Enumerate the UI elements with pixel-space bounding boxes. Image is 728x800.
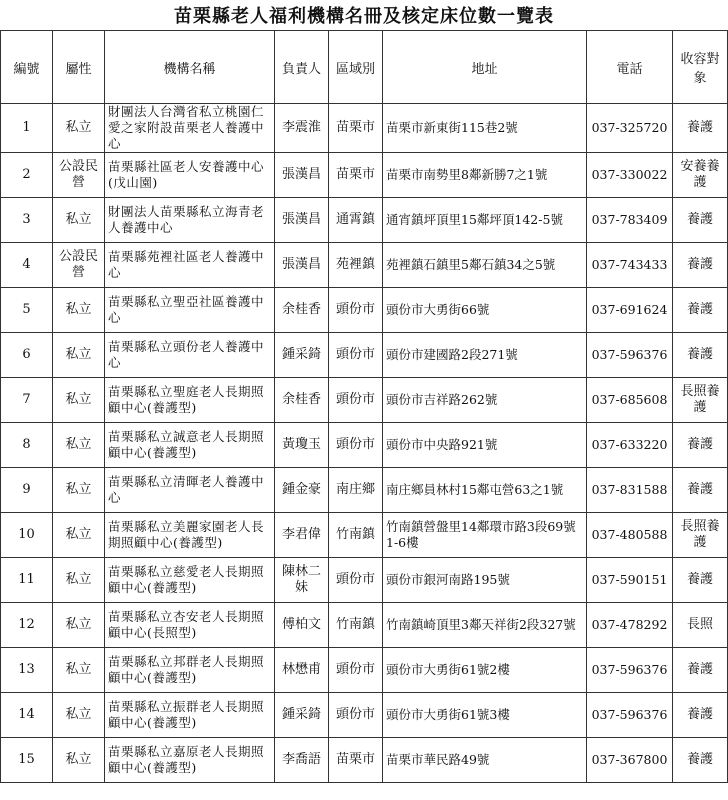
cell-address: 竹南鎮營盤里14鄰環市路3段69號1-6樓 [383, 513, 587, 558]
cell-type: 私立 [53, 558, 105, 603]
cell-no: 13 [1, 648, 53, 693]
cell-area: 竹南鎮 [329, 603, 383, 648]
cell-institution-name: 苗栗縣私立杏安老人長期照顧中心(長照型) [105, 603, 275, 648]
table-header-row [1, 31, 728, 104]
table-row [1, 693, 728, 738]
cell-target: 養護 [673, 423, 728, 468]
cell-no: 12 [1, 603, 53, 648]
cell-target: 長照 [673, 603, 728, 648]
cell-person-in-charge: 余桂香 [275, 288, 329, 333]
header-no: 編號 [1, 31, 53, 104]
cell-address: 頭份市中央路921號 [383, 423, 587, 468]
cell-person-in-charge: 傅柏文 [275, 603, 329, 648]
cell-area: 頭份市 [329, 288, 383, 333]
table-row [1, 423, 728, 468]
cell-phone: 037-596376 [587, 648, 673, 693]
cell-target: 長照養護 [673, 378, 728, 423]
cell-target: 安養養護 [673, 153, 728, 198]
header-address: 地址 [383, 31, 587, 104]
cell-phone: 037-743433 [587, 243, 673, 288]
header-target: 收容對象 [673, 31, 728, 104]
table-row [1, 153, 728, 198]
cell-target: 養護 [673, 693, 728, 738]
cell-area: 頭份市 [329, 648, 383, 693]
cell-no: 14 [1, 693, 53, 738]
cell-institution-name: 苗栗縣私立邦群老人長期照顧中心(養護型) [105, 648, 275, 693]
cell-address: 南庄鄉員林村15鄰屯營63之1號 [383, 468, 587, 513]
cell-institution-name: 苗栗縣社區老人安養護中心(戊山園) [105, 153, 275, 198]
cell-area: 苗栗市 [329, 104, 383, 153]
cell-target: 養護 [673, 648, 728, 693]
header-area: 區域別 [329, 31, 383, 104]
cell-address: 苗栗市華民路49號 [383, 738, 587, 783]
cell-area: 苗栗市 [329, 738, 383, 783]
cell-target: 養護 [673, 243, 728, 288]
cell-target: 養護 [673, 738, 728, 783]
cell-institution-name: 財團法人苗栗縣私立海青老人養護中心 [105, 198, 275, 243]
cell-address: 頭份市大勇街61號2樓 [383, 648, 587, 693]
cell-no: 1 [1, 104, 53, 153]
header-name: 機構名稱 [105, 31, 275, 104]
cell-phone: 037-325720 [587, 104, 673, 153]
cell-area: 苑裡鎮 [329, 243, 383, 288]
cell-type: 私立 [53, 693, 105, 738]
cell-target: 養護 [673, 468, 728, 513]
cell-phone: 037-596376 [587, 333, 673, 378]
institution-table [0, 30, 728, 783]
table-row [1, 198, 728, 243]
cell-person-in-charge: 張漢昌 [275, 153, 329, 198]
cell-phone: 037-831588 [587, 468, 673, 513]
cell-type: 公設民營 [53, 153, 105, 198]
cell-person-in-charge: 鍾采錡 [275, 693, 329, 738]
cell-type: 私立 [53, 648, 105, 693]
cell-address: 頭份市大勇街66號 [383, 288, 587, 333]
cell-no: 3 [1, 198, 53, 243]
cell-address: 竹南鎮崎頂里3鄰天祥街2段327號 [383, 603, 587, 648]
cell-address: 頭份市建國路2段271號 [383, 333, 587, 378]
cell-institution-name: 苗栗縣私立聖庭老人長期照顧中心(養護型) [105, 378, 275, 423]
table-row [1, 288, 728, 333]
cell-phone: 037-478292 [587, 603, 673, 648]
cell-phone: 037-330022 [587, 153, 673, 198]
header-person: 負責人 [275, 31, 329, 104]
cell-type: 私立 [53, 198, 105, 243]
cell-no: 15 [1, 738, 53, 783]
cell-type: 私立 [53, 378, 105, 423]
cell-institution-name: 財團法人台灣省私立桃園仁愛之家附設苗栗老人養護中心 [105, 104, 275, 153]
cell-no: 2 [1, 153, 53, 198]
cell-person-in-charge: 張漢昌 [275, 198, 329, 243]
cell-institution-name: 苗栗縣私立誠意老人長期照顧中心(養護型) [105, 423, 275, 468]
cell-area: 頭份市 [329, 423, 383, 468]
header-type: 屬性 [53, 31, 105, 104]
cell-no: 8 [1, 423, 53, 468]
cell-phone: 037-590151 [587, 558, 673, 603]
cell-person-in-charge: 李君偉 [275, 513, 329, 558]
cell-type: 私立 [53, 603, 105, 648]
cell-address: 通宵鎮坪頂里15鄰坪頂142-5號 [383, 198, 587, 243]
table-row [1, 333, 728, 378]
cell-type: 私立 [53, 104, 105, 153]
cell-type: 公設民營 [53, 243, 105, 288]
cell-no: 6 [1, 333, 53, 378]
cell-institution-name: 苗栗縣私立清暉老人養護中心 [105, 468, 275, 513]
cell-phone: 037-480588 [587, 513, 673, 558]
cell-address: 頭份市大勇街61號3樓 [383, 693, 587, 738]
cell-area: 通霄鎮 [329, 198, 383, 243]
cell-target: 養護 [673, 558, 728, 603]
cell-area: 頭份市 [329, 693, 383, 738]
cell-type: 私立 [53, 513, 105, 558]
cell-person-in-charge: 鍾金豪 [275, 468, 329, 513]
cell-target: 長照養護 [673, 513, 728, 558]
cell-person-in-charge: 張漢昌 [275, 243, 329, 288]
cell-no: 7 [1, 378, 53, 423]
cell-target: 養護 [673, 288, 728, 333]
cell-address: 頭份市吉祥路262號 [383, 378, 587, 423]
cell-person-in-charge: 李喬語 [275, 738, 329, 783]
table-row [1, 558, 728, 603]
cell-address: 苑裡鎮石鎮里5鄰石鎮34之5號 [383, 243, 587, 288]
cell-person-in-charge: 林懋甫 [275, 648, 329, 693]
cell-no: 11 [1, 558, 53, 603]
cell-type: 私立 [53, 423, 105, 468]
cell-institution-name: 苗栗縣苑裡社區老人養護中心 [105, 243, 275, 288]
cell-institution-name: 苗栗縣私立振群老人長期照顧中心(養護型) [105, 693, 275, 738]
cell-no: 4 [1, 243, 53, 288]
cell-area: 頭份市 [329, 558, 383, 603]
table-row [1, 243, 728, 288]
cell-no: 5 [1, 288, 53, 333]
cell-institution-name: 苗栗縣私立美麗家園老人長期照顧中心(養護型) [105, 513, 275, 558]
cell-area: 竹南鎮 [329, 513, 383, 558]
header-phone: 電話 [587, 31, 673, 104]
cell-person-in-charge: 余桂香 [275, 378, 329, 423]
cell-type: 私立 [53, 333, 105, 378]
table-row [1, 104, 728, 153]
cell-area: 南庄鄉 [329, 468, 383, 513]
cell-target: 養護 [673, 104, 728, 153]
cell-address: 苗栗市新東街115巷2號 [383, 104, 587, 153]
table-row [1, 738, 728, 783]
cell-institution-name: 苗栗縣私立聖亞社區養護中心 [105, 288, 275, 333]
cell-phone: 037-685608 [587, 378, 673, 423]
cell-person-in-charge: 陳林二妹 [275, 558, 329, 603]
cell-institution-name: 苗栗縣私立慈愛老人長期照顧中心(養護型) [105, 558, 275, 603]
cell-no: 10 [1, 513, 53, 558]
cell-person-in-charge: 黃瓊玉 [275, 423, 329, 468]
cell-phone: 037-691624 [587, 288, 673, 333]
cell-phone: 037-367800 [587, 738, 673, 783]
cell-type: 私立 [53, 738, 105, 783]
cell-type: 私立 [53, 468, 105, 513]
cell-no: 9 [1, 468, 53, 513]
cell-area: 頭份市 [329, 333, 383, 378]
document-title: 苗栗縣老人福利機構名冊及核定床位數一覽表 [174, 6, 554, 27]
table-body [1, 104, 728, 783]
table-row [1, 468, 728, 513]
table-row [1, 603, 728, 648]
cell-phone: 037-633220 [587, 423, 673, 468]
cell-person-in-charge: 李震淮 [275, 104, 329, 153]
cell-area: 苗栗市 [329, 153, 383, 198]
cell-phone: 037-596376 [587, 693, 673, 738]
cell-person-in-charge: 鍾采錡 [275, 333, 329, 378]
cell-address: 苗栗市南勢里8鄰新勝7之1號 [383, 153, 587, 198]
cell-address: 頭份市銀河南路195號 [383, 558, 587, 603]
table-row [1, 513, 728, 558]
cell-area: 頭份市 [329, 378, 383, 423]
cell-type: 私立 [53, 288, 105, 333]
table-row [1, 648, 728, 693]
cell-institution-name: 苗栗縣私立頭份老人養護中心 [105, 333, 275, 378]
cell-phone: 037-783409 [587, 198, 673, 243]
cell-target: 養護 [673, 333, 728, 378]
cell-institution-name: 苗栗縣私立嘉原老人長期照顧中心(養護型) [105, 738, 275, 783]
table-row [1, 378, 728, 423]
cell-target: 養護 [673, 198, 728, 243]
